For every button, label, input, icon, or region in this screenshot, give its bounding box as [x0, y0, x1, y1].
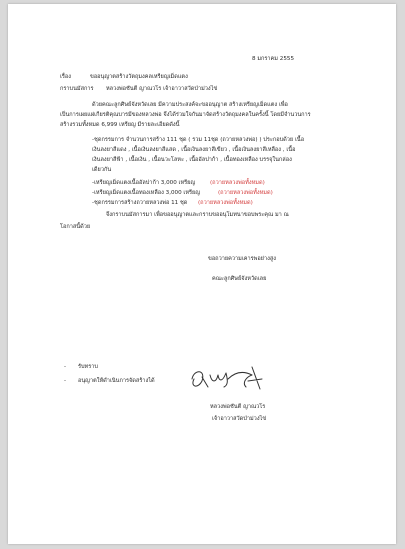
item-1-line-1: -ชุดกรรมการ จำนวนการสร้าง 111 ชุด ( รวม 11ชุด (ถวายหลวงพ่อ) ) ประกอบด้วย เนื้อ	[92, 137, 305, 143]
subject-text: ขออนุญาตสร้างวัตถุมงคลเหรียญเม็ดแตง	[90, 74, 188, 80]
note-1: รับทราบ	[78, 364, 98, 370]
item-3-note: (ถวายหลวงพ่อทั้งหมด)	[218, 190, 273, 196]
closing-line-1: จึงกราบนมัสการมา เพื่อขออนุญาตและกราบขออนุโมทนาขอบพระคุณ มา ณ	[106, 212, 289, 218]
intro-line-1: ด้วยคณะลูกศิษย์จังหวัดเลย มีความประสงค์จะขออนุญาต สร้างเหรียญเม็ดแตง เพื่อ	[92, 102, 288, 108]
signatory-title: เจ้าอาวาสวัดป่าม่วงไข่	[212, 416, 267, 422]
note-bullet-1: -	[64, 364, 67, 370]
signatory-name: หลวงพ่อชันตี ญาณวโร	[210, 404, 266, 410]
document-date: 8 มกราคม 2555	[252, 56, 294, 62]
item-4-text: -ชุดกรรมการสร้างถวายหลวงพ่อ 11 ชุด	[92, 200, 188, 206]
item-2-note: (ถวายหลวงพ่อทั้งหมด)	[210, 180, 265, 186]
document-page	[8, 4, 396, 544]
intro-line-2: เป็นการเผยแผ่เกียรติคุณบารมีของหลวงพ่อ จึงได้ร่วมใจกันมาจัดสร้างวัตถุมงคลในครั้งนี้ โดยมีจำนวนการ	[60, 112, 311, 118]
sender-name: คณะลูกศิษย์จังหวัดเลย	[212, 276, 267, 282]
item-3-text: -เหรียญเม็ดแตงเนื้อทองเหลือง 3,000 เหรียญ	[92, 190, 201, 196]
item-1-line-3: เงินลงยาสีฟ้า , เนื้อเงิน , เนื้อนวะโลหะ , เนื้ออัลปาก้า , เนื้อทองเหลือง บรรจุในกล่อง	[92, 157, 292, 163]
intro-line-3: สร้างรวมทั้งหมด 6,999 เหรียญ มีรายละเอียดดังนี้	[60, 122, 180, 128]
closing-line-2: โอกาสนี้ด้วย	[60, 224, 91, 230]
item-1-line-2: เงินลงยาสีแดง , เนื้อเงินลงยาสีแสด , เนื้อเงินลงยาสีเขียว , เนื้อเงินลงยาสีเหลือง , เนื้อ	[92, 147, 296, 153]
recipient-text: หลวงพ่อชันตี ญาณวโร เจ้าอาวาสวัดป่าม่วงไข่	[106, 86, 218, 92]
item-2-text: -เหรียญเม็ดแตงเนื้ออัลปาก้า 3,000 เหรียญ	[92, 180, 196, 186]
subject-label: เรื่อง	[60, 74, 72, 80]
note-2: อนุญาตให้ดำเนินการจัดสร้างได้	[78, 378, 155, 384]
item-4-note: (ถวายหลวงพ่อทั้งหมด)	[198, 200, 253, 206]
item-1-line-4: เดียวกัน	[92, 167, 112, 173]
handwritten-signature	[186, 361, 266, 393]
recipient-label: กราบนมัสการ	[60, 86, 94, 92]
note-bullet-2: -	[64, 378, 67, 384]
sender-respect: ขอถวายความเคารพอย่างสูง	[208, 256, 276, 262]
